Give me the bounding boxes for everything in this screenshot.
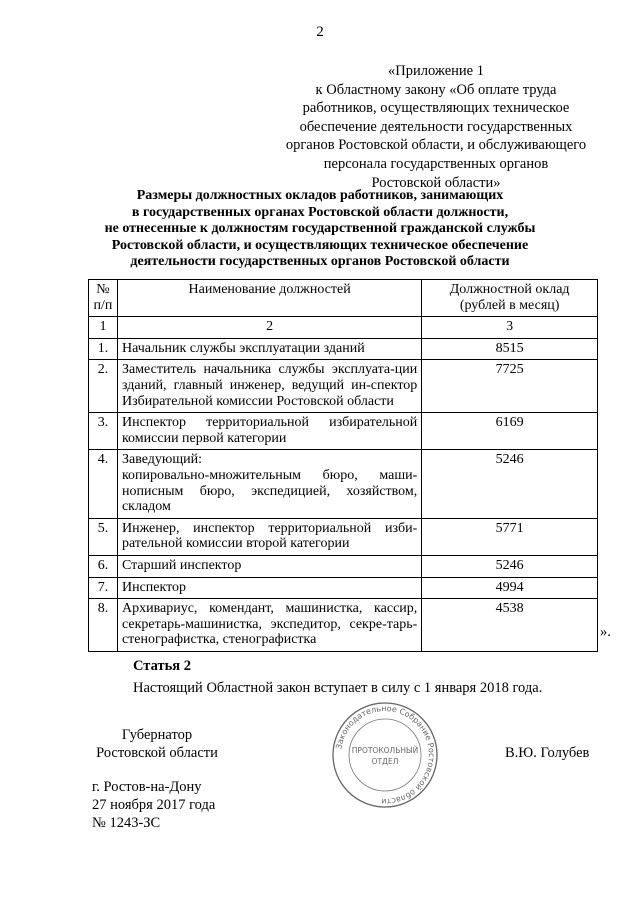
row-position [117, 450, 421, 518]
table-row [89, 518, 598, 555]
column-number: 3 [422, 317, 598, 339]
row-position: Инспектор [117, 577, 421, 599]
title-line: в государственных органах Ростовской области должности, [131, 204, 509, 220]
row-position: Инспектор территориальной избирательной комиссии первой категории [117, 413, 421, 450]
appendix-closing-quote: ». [600, 624, 611, 640]
seal-inner-ring [349, 719, 421, 791]
row-position: Начальник службы эксплуатации зданий [117, 338, 421, 360]
row-salary: 5246 [422, 450, 598, 518]
law-number: № 1243-ЗС [92, 815, 161, 831]
row-position: Старший инспектор [117, 555, 421, 577]
governor-title: Губернатор Ростовской области [96, 727, 218, 761]
row-number: 7. [89, 577, 118, 599]
table-row [89, 555, 598, 577]
row-number: 2. [89, 360, 118, 413]
header-position: Наименование должностей [117, 280, 421, 317]
seal-inner-text: ОТДЕЛ [371, 757, 399, 766]
table-row [89, 599, 598, 652]
appendix-line: органов Ростовской области, и обслуживающего [285, 137, 587, 154]
title-line: деятельности государственных органов Ростовской области [130, 254, 510, 270]
row-salary: 8515 [422, 338, 598, 360]
column-number: 1 [89, 317, 118, 339]
row-salary: 5771 [422, 518, 598, 555]
row-position: Инженер, инспектор территориальной изби-рательной комиссии второй категории [117, 518, 421, 555]
appendix-line: Ростовской области» [371, 174, 501, 191]
signing-date: 27 ноября 2017 года [92, 797, 216, 813]
article-heading: Статья 2 [133, 658, 191, 674]
row-position: Заместитель начальника службы эксплуата-ции зданий, главный инженер, ведущий ин-спектор Избирательной комиссии Ростовской области [117, 360, 421, 413]
page-number: 2 [316, 24, 324, 40]
row-number: 4. [89, 450, 118, 518]
table-row [89, 413, 598, 450]
row-number: 6. [89, 555, 118, 577]
title-line: Размеры должностных окладов работников, занимающих [136, 188, 504, 203]
document-title [60, 188, 580, 271]
table-row [89, 577, 598, 599]
table-row [89, 360, 598, 413]
table-row [89, 338, 598, 360]
title-line: не отнесенные к должностям государственной гражданской службы [104, 221, 536, 237]
row-number: 5. [89, 518, 118, 555]
table-row [89, 450, 598, 518]
official-seal [330, 700, 440, 810]
column-number: 2 [117, 317, 421, 339]
row-number: 3. [89, 413, 118, 450]
appendix-line: обеспечение деятельности государственных [299, 118, 573, 135]
signer-name: В.Ю. Голубев [505, 745, 590, 761]
seal-inner-text: ПРОТОКОЛЬНЫЙ [351, 746, 419, 755]
column-number-row [89, 317, 598, 339]
salary-table [88, 279, 598, 652]
row-salary: 5246 [422, 555, 598, 577]
table-header-row [89, 280, 598, 317]
row-number: 8. [89, 599, 118, 652]
row-number: 1. [89, 338, 118, 360]
appendix-line: персонала государственных органов [323, 155, 549, 172]
row-salary: 4994 [422, 577, 598, 599]
header-number: № п/п [89, 280, 118, 317]
row-salary: 4538 [422, 599, 598, 652]
appendix-line: «Приложение 1 [388, 63, 484, 79]
row-position: Архивариус, комендант, машинистка, кассир, секретарь-машинистка, экспедитор, секре-тарь-стенографистка, стенографистка [117, 599, 421, 652]
row-position-detail: копировально-множительным бюро, маши-нописным бюро, экспедицией, хозяйством, складом [121, 467, 418, 515]
appendix-header [236, 62, 636, 192]
row-salary: 6169 [422, 413, 598, 450]
appendix-line: к Областному закону «Об оплате труда [315, 81, 557, 98]
row-salary: 7725 [422, 360, 598, 413]
row-position-title: Заведующий: [121, 452, 202, 468]
signing-details [92, 778, 215, 832]
article-text: Настоящий Областной закон вступает в силу с 1 января 2018 года. [133, 680, 543, 696]
title-line: Ростовской области, и осуществляющих техническое обеспечение [111, 237, 529, 253]
header-salary: Должностной оклад (рублей в месяц) [422, 280, 598, 317]
seal-outer-text: Законодательное Собрание Ростовской области [334, 703, 437, 807]
appendix-line: работников, осуществляющих техническое [302, 100, 570, 117]
signing-city: г. Ростов-на-Дону [92, 779, 202, 795]
